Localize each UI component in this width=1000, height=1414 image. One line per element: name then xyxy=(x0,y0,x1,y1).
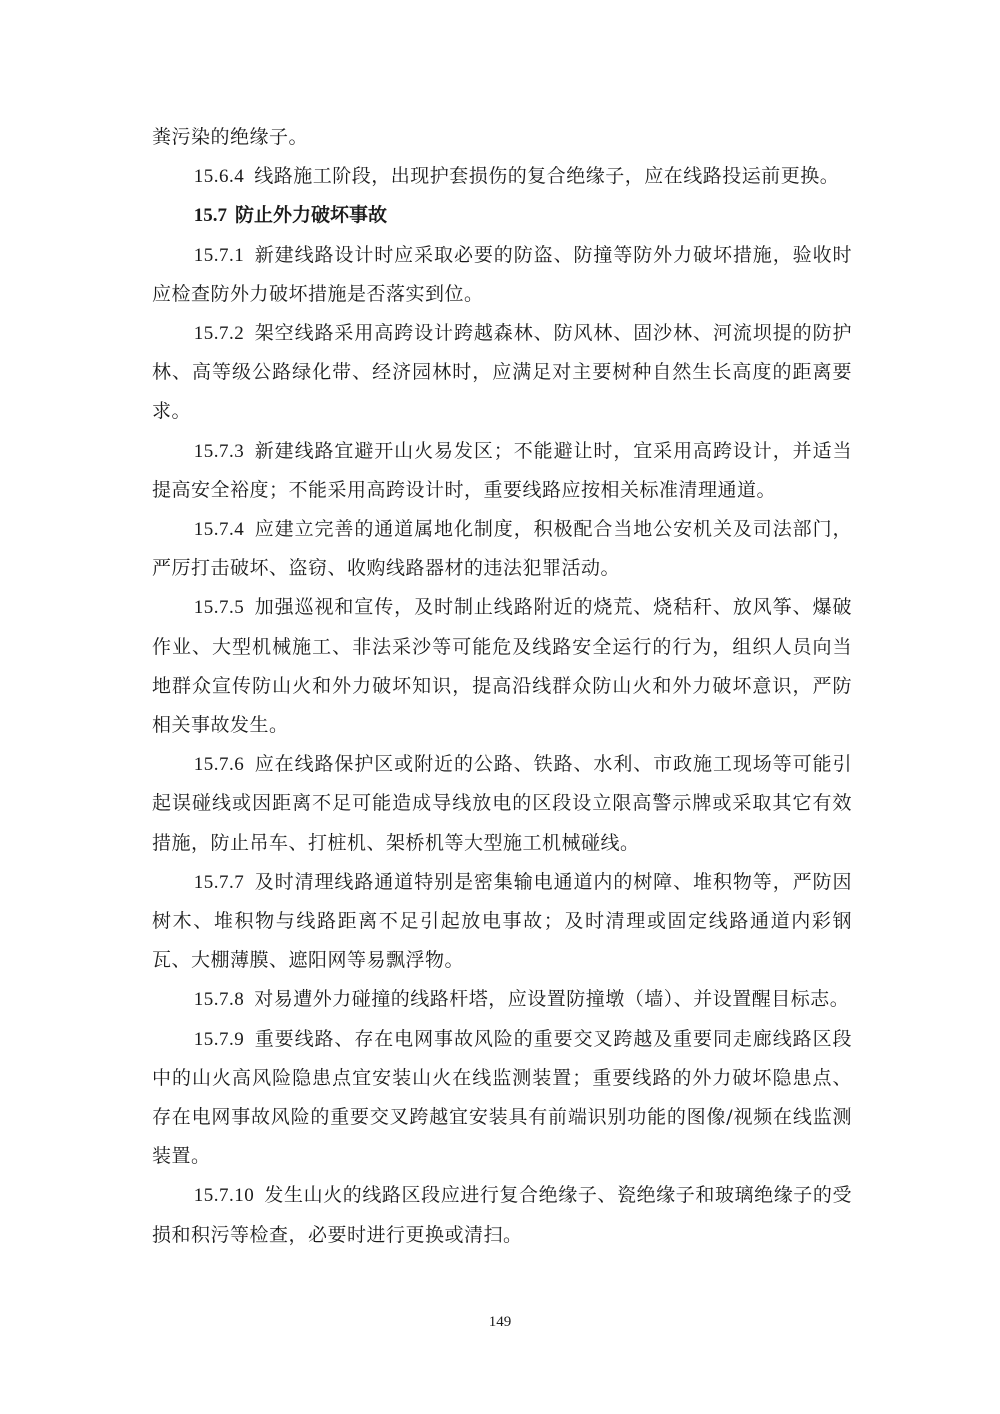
clause-text: 加强巡视和宣传，及时制止线路附近的烧荒、烧秸秆、放风筝、爆破作业、大型机械施工、非法采沙等可能危及线路安全运行的行为，组织人员向当地群众宣传防山火和外力破坏知识，提高沿线群众防山火和外力破坏意识，严防相关事故发生。 xyxy=(152,596,852,737)
clause-text: 新建线路设计时应采取必要的防盗、防撞等防外力破坏措施，验收时应检查防外力破坏措施是否落实到位。 xyxy=(152,243,852,305)
clause-15-7-7 xyxy=(152,863,852,981)
clause-15-7-3 xyxy=(152,432,852,510)
clause-number: 15.6.4 xyxy=(193,166,245,188)
clause-text: 应建立完善的通道属地化制度，积极配合当地公安机关及司法部门，严厉打击破坏、盗窃、收购线路器材的违法犯罪活动。 xyxy=(152,518,852,580)
clause-text: 及时清理线路通道特别是密集输电通道内的树障、堆积物等，严防因树木、堆积物与线路距离不足引起放电事故；及时清理或固定线路通道内彩钢瓦、大棚薄膜、遮阳网等易飘浮物。 xyxy=(152,870,852,972)
clause-number: 15.7.5 xyxy=(193,597,245,619)
clause-text: 对易遭外力碰撞的线路杆塔，应设置防撞墩（墙）、并设置醒目标志。 xyxy=(254,988,850,1011)
clause-15-7-9 xyxy=(152,1020,852,1177)
clause-15-7-5 xyxy=(152,588,852,745)
clause-15-7-2 xyxy=(152,314,852,432)
clause-text: 线路施工阶段，出现护套损伤的复合绝缘子，应在线路投运前更换。 xyxy=(254,165,840,188)
clause-15-7-6 xyxy=(152,745,852,863)
document-body xyxy=(152,118,852,1255)
clause-number: 15.7.6 xyxy=(193,754,245,776)
clause-number: 15.7.4 xyxy=(193,519,245,541)
clause-text: 应在线路保护区或附近的公路、铁路、水利、市政施工现场等可能引起误碰线或因距离不足可能造成导线放电的区段设立限高警示牌或采取其它有效措施，防止吊车、打桩机、架桥机等大型施工机械碰线。 xyxy=(152,753,852,854)
clause-text: 新建线路宜避开山火易发区；不能避让时，宜采用高跨设计，并适当提高安全裕度；不能采用高跨设计时，重要线路应按相关标准清理通道。 xyxy=(152,439,852,501)
section-number: 15.7 xyxy=(193,205,228,227)
clause-number: 15.7.7 xyxy=(193,871,245,893)
section-title: 防止外力破坏事故 xyxy=(235,204,388,227)
clause-15-7-10 xyxy=(152,1176,852,1254)
clause-text: 发生山火的线路区段应进行复合绝缘子、瓷绝缘子和玻璃绝缘子的受损和积污等检查，必要时进行更换或清扫。 xyxy=(152,1184,852,1246)
clause-15-7-1 xyxy=(152,236,852,314)
clause-number: 15.7.8 xyxy=(193,989,245,1011)
continuation-text: 粪污染的绝缘子。 xyxy=(152,126,309,148)
section-heading-15-7 xyxy=(152,196,852,235)
page-number: 149 xyxy=(488,1314,512,1330)
clause-15-7-8 xyxy=(152,980,852,1019)
clause-number: 15.7.2 xyxy=(193,323,245,345)
clause-number: 15.7.10 xyxy=(193,1185,255,1207)
clause-number: 15.7.1 xyxy=(193,244,245,266)
clause-number: 15.7.3 xyxy=(193,440,245,462)
clause-15-7-4 xyxy=(152,510,852,588)
clause-text: 架空线路采用高跨设计跨越森林、防风林、固沙林、河流坝提的防护林、高等级公路绿化带、经济园林时，应满足对主要树种自然生长高度的距离要求。 xyxy=(152,322,852,423)
clause-number: 15.7.9 xyxy=(193,1028,245,1050)
clause-15-6-4 xyxy=(152,157,852,196)
clause-text: 重要线路、存在电网事故风险的重要交叉跨越及重要同走廊线路区段中的山火高风险隐患点宜安装山火在线监测装置；重要线路的外力破坏隐患点、存在电网事故风险的重要交叉跨越宜安装具有前端识别功能的图像/视频在线监测装置。 xyxy=(152,1027,852,1168)
